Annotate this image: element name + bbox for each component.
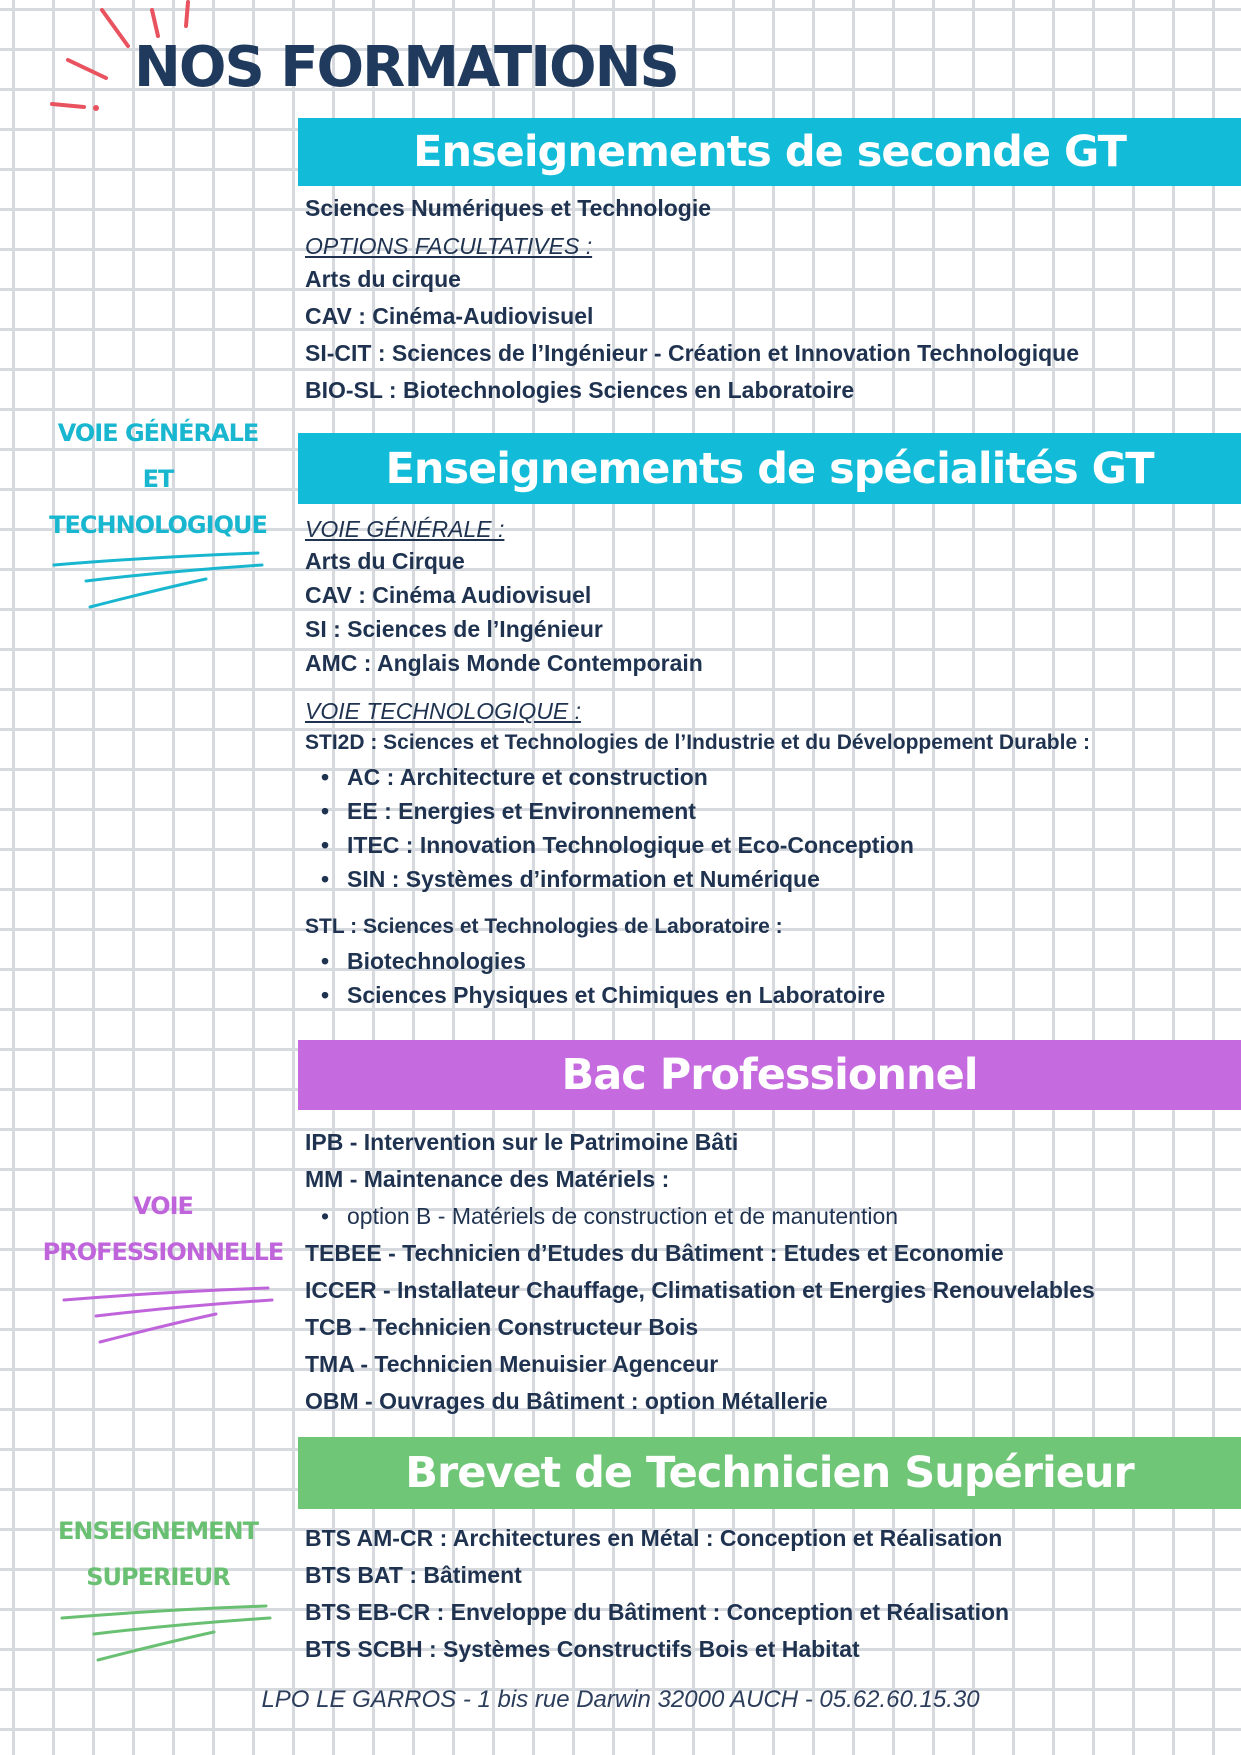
options-facultatives-label: OPTIONS FACULTATIVES : xyxy=(305,233,593,259)
side-label-line: SUPERIEUR xyxy=(86,1563,230,1591)
side-label-line: ENSEIGNEMENT xyxy=(57,1517,258,1545)
seconde-heading: Enseignements de seconde GT xyxy=(298,118,1241,186)
list-item: SI-CIT : Sciences de l’Ingénieur - Création et Innovation Technologique xyxy=(305,340,1079,366)
list-item: ICCER - Installateur Chauffage, Climatisation et Energies Renouvelables xyxy=(305,1277,1095,1303)
list-item: BTS BAT : Bâtiment xyxy=(305,1562,522,1588)
page-title: NOS FORMATIONS xyxy=(134,35,678,100)
list-item: Arts du cirque xyxy=(305,266,461,292)
bts-heading: Brevet de Technicien Supérieur xyxy=(298,1437,1241,1509)
list-item: • EE : Energies et Environnement xyxy=(305,794,1235,828)
side-label-line: VOIE GÉNÉRALE xyxy=(57,419,259,447)
list-item: BTS EB-CR : Enveloppe du Bâtiment : Conception et Réalisation xyxy=(305,1599,1010,1625)
list-item: MM - Maintenance des Matériels : xyxy=(305,1166,670,1192)
list-item: • SIN : Systèmes d’information et Numérique xyxy=(305,862,1235,896)
list-item: • option B - Matériels de construction et de manutention xyxy=(305,1198,1235,1235)
list-item: • AC : Architecture et construction xyxy=(305,760,1235,794)
list-item: CAV : Cinéma Audiovisuel xyxy=(305,582,592,608)
list-item: TMA - Technicien Menuisier Agenceur xyxy=(305,1351,719,1377)
list-item: • Biotechnologies xyxy=(305,944,1235,978)
seconde-section xyxy=(305,190,1235,409)
underline-strokes-green xyxy=(58,1598,278,1668)
side-label-gt xyxy=(38,410,278,548)
list-item: • ITEC : Innovation Technologique et Eco-Conception xyxy=(305,828,1235,862)
specialites-section xyxy=(305,514,1235,1012)
list-item: Arts du Cirque xyxy=(305,548,465,574)
voie-generale-label: VOIE GÉNÉRALE : xyxy=(305,516,505,542)
footer-address: LPO LE GARROS - 1 bis rue Darwin 32000 AUCH - 05.62.60.15.30 xyxy=(261,1686,980,1713)
voie-technologique-label: VOIE TECHNOLOGIQUE : xyxy=(305,698,582,724)
bac-pro-heading: Bac Professionnel xyxy=(298,1040,1241,1110)
side-label-line: VOIE xyxy=(133,1192,193,1220)
list-item: CAV : Cinéma-Audiovisuel xyxy=(305,303,594,329)
list-item: TCB - Technicien Constructeur Bois xyxy=(305,1314,699,1340)
underline-strokes-purple xyxy=(60,1280,280,1350)
list-item: BTS AM-CR : Architectures en Métal : Conception et Réalisation xyxy=(305,1525,1003,1551)
list-item: OBM - Ouvrages du Bâtiment : option Métallerie xyxy=(305,1388,828,1414)
list-item: IPB - Intervention sur le Patrimoine Bâti xyxy=(305,1129,739,1155)
list-item: BTS SCBH : Systèmes Constructifs Bois et Habitat xyxy=(305,1636,860,1662)
list-item: • Sciences Physiques et Chimiques en Laboratoire xyxy=(305,978,1235,1012)
list-item: SI : Sciences de l’Ingénieur xyxy=(305,616,603,642)
underline-strokes-cyan xyxy=(50,545,270,615)
side-label-pro xyxy=(34,1183,292,1275)
sti2d-title: STI2D : Sciences et Technologies de l’Industrie et du Développement Durable : xyxy=(305,731,1090,754)
stl-title: STL : Sciences et Technologies de Laboratoire : xyxy=(305,915,783,938)
side-label-line: ET xyxy=(142,465,174,493)
side-label-line: PROFESSIONNELLE xyxy=(42,1238,284,1266)
seconde-snt: Sciences Numériques et Technologie xyxy=(305,195,712,221)
bts-section xyxy=(305,1520,1235,1668)
side-label-sup xyxy=(38,1508,278,1600)
specialites-heading: Enseignements de spécialités GT xyxy=(298,433,1241,504)
bac-pro-section xyxy=(305,1124,1235,1420)
list-item: AMC : Anglais Monde Contemporain xyxy=(305,650,703,676)
side-label-line: TECHNOLOGIQUE xyxy=(49,511,267,539)
list-item: TEBEE - Technicien d’Etudes du Bâtiment : Etudes et Economie xyxy=(305,1240,1004,1266)
list-item: BIO-SL : Biotechnologies Sciences en Laboratoire xyxy=(305,377,855,403)
